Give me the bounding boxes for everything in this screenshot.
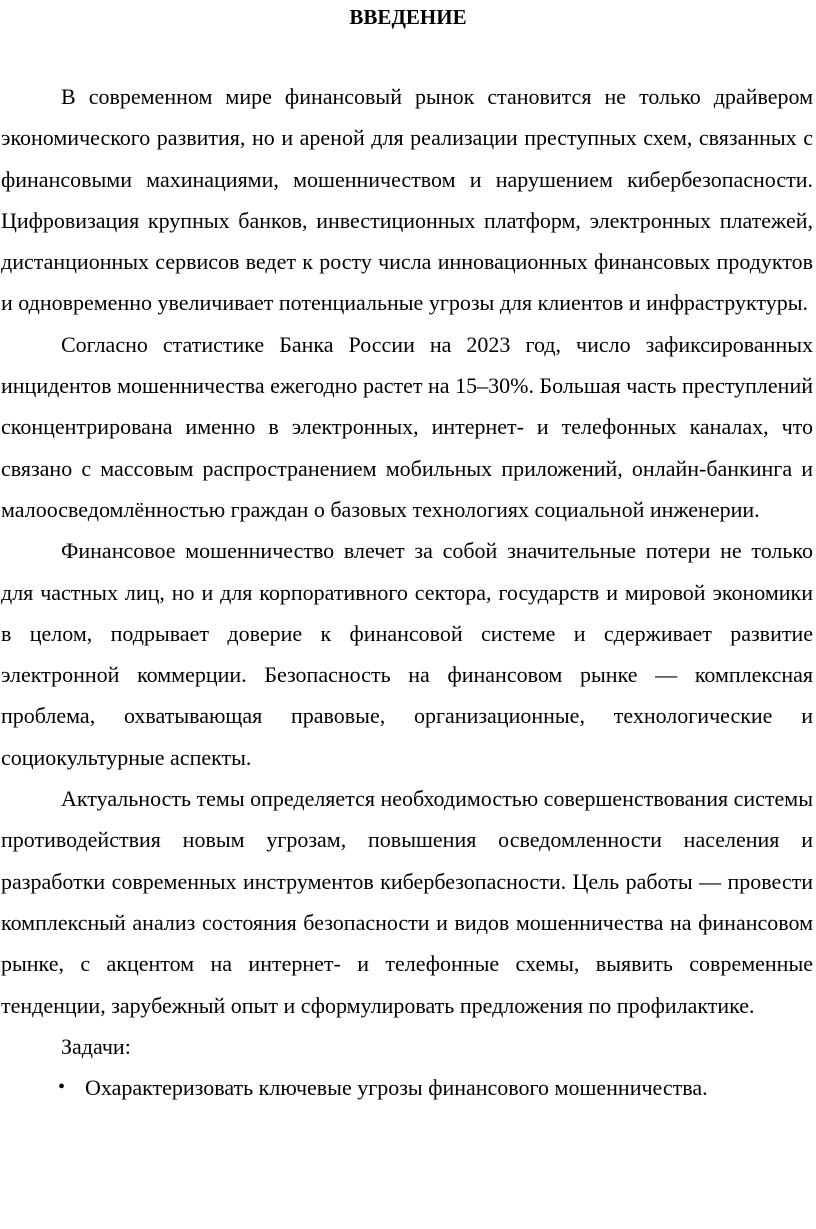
document-body bbox=[1, 76, 813, 1108]
task-item: • Охарактеризовать ключевые угрозы финансового мошенничества. bbox=[1, 1067, 813, 1108]
document-title: ВВЕДЕНИЕ bbox=[349, 5, 467, 29]
paragraph-losses: Финансовое мошенничество влечет за собой значительные потери не только для частных лиц, но и для корпоративного сектора, государств и мировой экономики в целом, подрывает доверие к финансовой системе и сдерживает развитие электронной коммерции. Безопасность на финансовом рынке — комплексная проблема, охватывающая правовые, организационные, технологические и социокультурные аспекты. bbox=[1, 538, 813, 770]
paragraph-relevance: Актуальность темы определяется необходимостью совершенствования системы противодействия новым угрозам, повышения осведомленности населения и разработки современных инструментов кибербезопасности. Цель работы — провести комплексный анализ состояния безопасности и видов мошенничества на финансовом рынке, с акцентом на интернет- и телефонные схемы, выявить современные тенденции, зарубежный опыт и сформулировать предложения по профилактике. bbox=[1, 786, 813, 1018]
paragraph-intro: В современном мире финансовый рынок становится не только драйвером экономического развития, но и ареной для реализации преступных схем, связанных с финансовыми махинациями, мошенничеством и нарушением кибербезопасности. Цифровизация крупных банков, инвестиционных платформ, электронных платежей, дистанционных сервисов ведет к росту числа инновационных финансовых продуктов и одновременно увеличивает потенциальные угрозы для клиентов и инфраструктуры. bbox=[1, 84, 813, 316]
tasks-label: Задачи: bbox=[61, 1033, 131, 1059]
paragraph-statistics: Согласно статистике Банка России на 2023 год, число зафиксированных инцидентов мошенничества ежегодно растет на 15–30%. Большая часть преступлений сконцентрирована именно в электронных, интернет- и телефонных каналах, что связано с массовым распространением мобильных приложений, онлайн-банкинга и малоосведомлённостью граждан о базовых технологиях социальной инженерии. bbox=[1, 331, 813, 522]
task-list bbox=[1, 1067, 813, 1108]
